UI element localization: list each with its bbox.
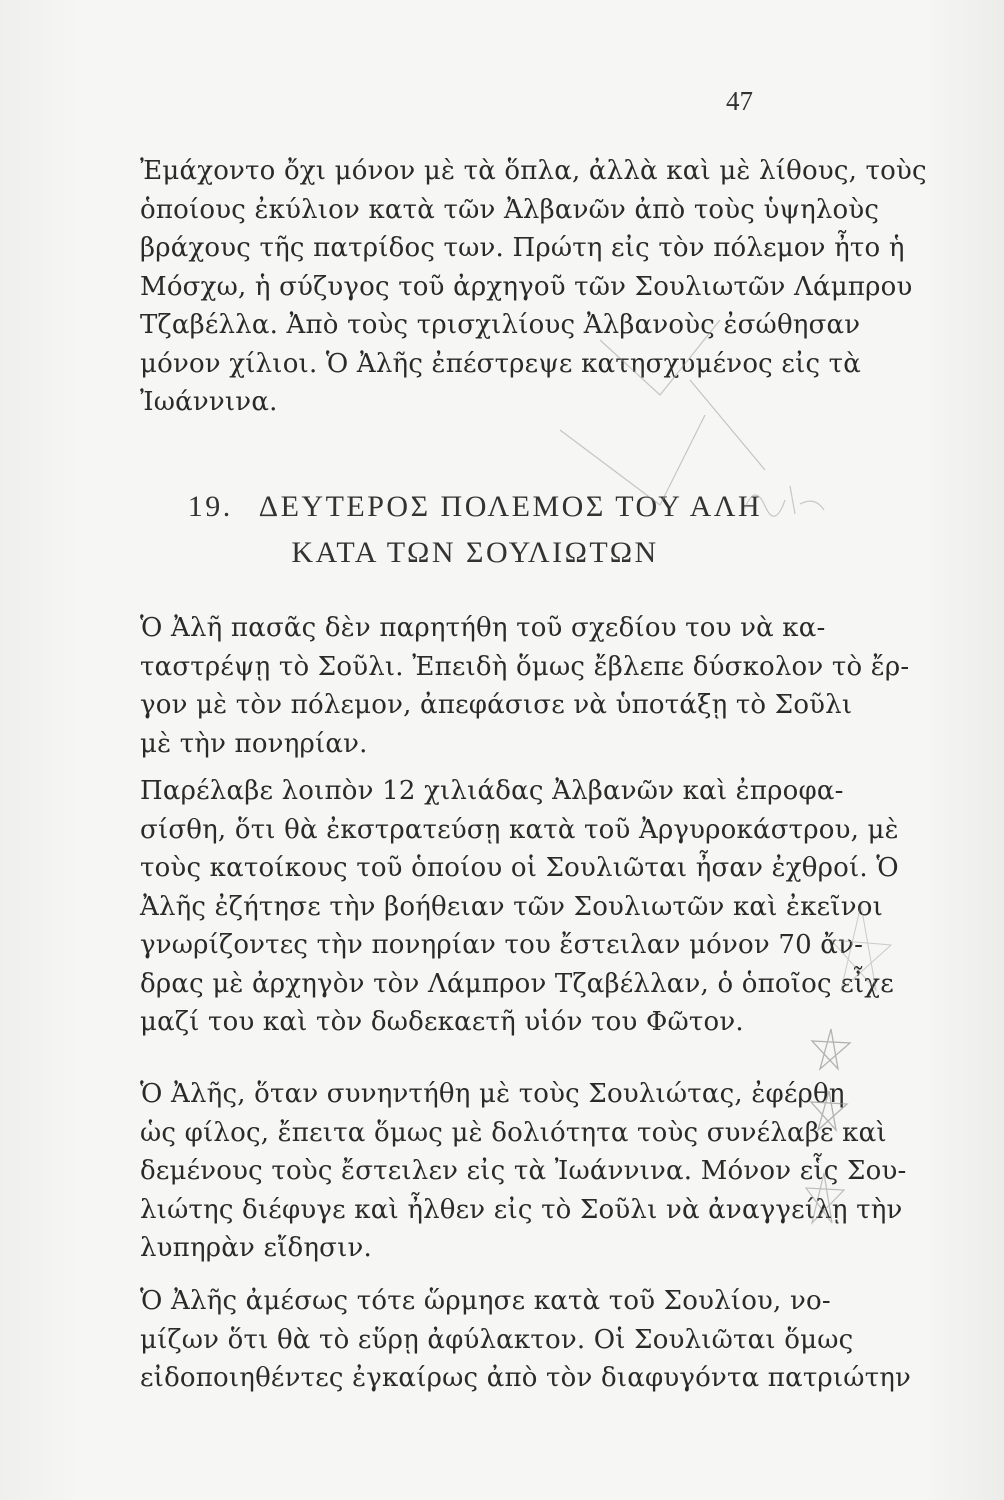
section-heading — [150, 484, 800, 576]
text-line: μαζί του καὶ τὸν δωδεκαετῆ υἱόν του Φῶτον. — [140, 1007, 744, 1037]
text-line: Παρέλαβε λοιπὸν 12 χιλιάδας Ἀλβανῶν καὶ ἐπροφα- — [140, 776, 844, 806]
text-line: γον μὲ τὸν πόλεμον, ἀπεφάσισε νὰ ὑποτάξῃ τὸ Σοῦλι — [140, 690, 853, 720]
star-doodle-icon — [806, 1025, 856, 1075]
section-title-line-1: ΔΕΥΤΕΡΟΣ ΠΟΛΕΜΟΣ ΤΟΥ ΑΛΗ — [258, 490, 763, 523]
section-title-line-2: ΚΑΤΑ ΤΩΝ ΣΟΥΛΙΩΤΩΝ — [291, 536, 659, 569]
section-number: 19. — [187, 490, 233, 523]
text-line: τοὺς κατοίκους τοῦ ὁποίου οἱ Σουλιῶται ἦσαν ἐχθροί. Ὁ — [140, 853, 899, 883]
text-line: Μόσχω, ἡ σύζυγος τοῦ ἀρχηγοῦ τῶν Σουλιωτῶν Λάμπρου — [140, 271, 913, 302]
text-line: δρας μὲ ἀρχηγὸν τὸν Λάμπρον Τζαβέλλαν, ὁ ὁποῖος εἶχε — [140, 968, 894, 999]
text-line: Τζαβέλλα. Ἀπὸ τοὺς τρισχιλίους Ἀλβανοὺς ἐσώθησαν — [140, 310, 861, 340]
text-line: μὲ τὴν πονηρίαν. — [140, 728, 368, 759]
paragraph-1 — [140, 152, 927, 422]
text-line: μίζων ὅτι θὰ τὸ εὕρῃ ἀφύλακτον. Οἱ Σουλιῶται ὅμως — [140, 1324, 854, 1355]
paragraph-2 — [140, 609, 910, 763]
section-heading-line-1 — [150, 484, 800, 530]
text-line: Ἀλῆς ἐζήτησε τὴν βοήθειαν τῶν Σουλιωτῶν καὶ ἐκεῖνοι — [140, 891, 883, 922]
text-line: Ἰωάννινα. — [140, 387, 278, 417]
text-line: λιώτης διέφυγε καὶ ἦλθεν εἰς τὸ Σοῦλι νὰ ἀναγγείλῃ τὴν — [140, 1194, 903, 1225]
text-line: μόνον χίλιοι. Ὁ Ἀλῆς ἐπέστρεψε κατησχυμένος εἰς τὰ — [140, 348, 862, 379]
paragraph-3 — [140, 772, 899, 1042]
text-line: ταστρέψῃ τὸ Σοῦλι. Ἐπειδὴ ὅμως ἔβλεπε δύσκολον τὸ ἔρ- — [140, 651, 910, 682]
text-line: σίσθη, ὅτι θὰ ἐκστρατεύσῃ κατὰ τοῦ Ἀργυροκάστρου, μὲ — [140, 814, 899, 845]
text-line: εἰδοποιηθέντες ἐγκαίρως ἀπὸ τὸν διαφυγόντα πατριώτην — [140, 1363, 912, 1393]
text-line: δεμένους τοὺς ἔστειλεν εἰς τὰ Ἰωάννινα. Μόνον εἷς Σου- — [140, 1156, 907, 1186]
text-line: ὁποίους ἐκύλιον κατὰ τῶν Ἀλβανῶν ἀπὸ τοὺς ὑψηλοὺς — [140, 194, 880, 225]
text-line: Ὁ Ἀλῆ πασᾶς δὲν παρητήθη τοῦ σχεδίου του νὰ κα- — [140, 613, 826, 643]
text-line: Ὁ Ἀλῆς, ὅταν συνηντήθη μὲ τοὺς Σουλιώτας, ἐφέρθη — [140, 1079, 845, 1109]
page-number: 47 — [726, 86, 753, 116]
text-line: Ἐμάχοντο ὄχι μόνον μὲ τὰ ὅπλα, ἀλλὰ καὶ μὲ λίθους, τοὺς — [140, 156, 927, 186]
text-line: γνωρίζοντες τὴν πονηρίαν του ἔστειλαν μόνον 70 ἄν- — [140, 930, 864, 960]
text-line: λυπηρὰν εἴδησιν. — [140, 1233, 372, 1263]
text-line: βράχους τῆς πατρίδος των. Πρώτη εἰς τὸν πόλεμον ἦτο ἡ — [140, 233, 905, 263]
paragraph-5 — [140, 1282, 912, 1398]
text-line: Ὁ Ἀλῆς ἀμέσως τότε ὥρμησε κατὰ τοῦ Σουλίου, νο- — [140, 1286, 831, 1316]
text-line: ὡς φίλος, ἔπειτα ὅμως μὲ δολιότητα τοὺς συνέλαβε καὶ — [140, 1117, 887, 1148]
paragraph-4 — [140, 1075, 907, 1268]
